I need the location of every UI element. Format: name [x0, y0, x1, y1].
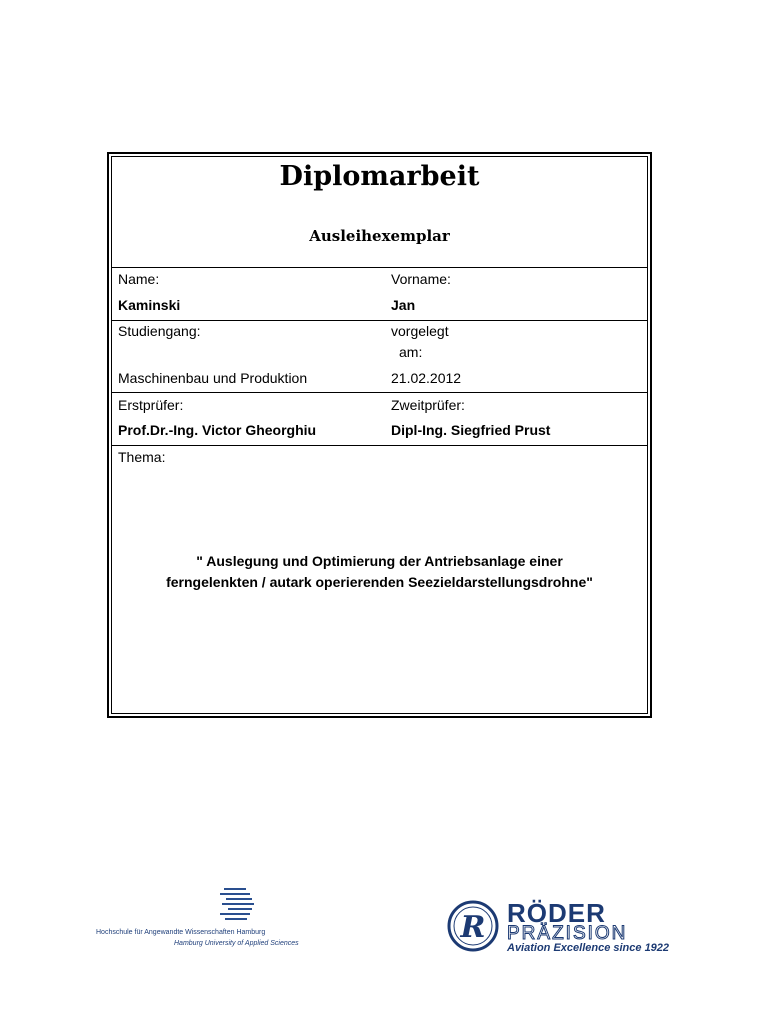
erstpruefer-value: Prof.Dr.-Ing. Victor Gheorghiu [118, 422, 317, 438]
name-value: Kaminski [118, 297, 181, 313]
divider [112, 392, 647, 393]
vorname-value: Jan [391, 297, 416, 313]
zweitpruefer-label: Zweitprüfer: [391, 397, 465, 413]
roder-emblem-letter: R [460, 910, 486, 945]
thesis-topic [112, 551, 647, 593]
studiengang-value: Maschinenbau und Produktion [118, 370, 308, 386]
document-title: Diplomarbeit [279, 161, 480, 192]
divider [112, 320, 647, 321]
cover-inner-frame [111, 156, 648, 714]
name-label: Name: [118, 271, 160, 287]
erstpruefer-label: Erstprüfer: [118, 397, 184, 413]
roder-tagline: Aviation Excellence since 1922 [507, 942, 670, 954]
studiengang-label: Studiengang: [118, 323, 201, 339]
roder-brand-name: RÖDER [507, 898, 606, 928]
thesis-topic-line-1: " Auslegung und Optimierung der Antriebsanlage einer [196, 553, 563, 569]
haw-hamburg-logo [96, 888, 311, 952]
haw-logo-icon [220, 888, 260, 924]
roder-brand-sub: PRÄZISION [507, 923, 628, 944]
vorgelegt-value: 21.02.2012 [391, 370, 462, 386]
vorname-label: Vorname: [391, 271, 451, 287]
roder-praezision-logo [447, 898, 670, 958]
zweitpruefer-value: Dipl-Ing. Siegfried Prust [391, 422, 551, 438]
vorgelegt-label: vorgelegt [391, 323, 449, 339]
haw-name-de: Hochschule für Angewandte Wissenschaften Hamburg [96, 929, 266, 936]
divider [112, 445, 647, 446]
roder-emblem-icon [447, 900, 499, 952]
thesis-topic-line-2: ferngelenkten / autark operierenden Seezieldarstellungsdrohne" [166, 574, 593, 590]
cover-frame [107, 152, 652, 718]
thema-label: Thema: [118, 449, 166, 465]
haw-name-en: Hamburg University of Applied Sciences [174, 940, 299, 947]
vorgelegt-label-2: am: [399, 344, 423, 360]
divider [112, 267, 647, 268]
document-subtitle: Ausleihexemplar [309, 227, 450, 245]
